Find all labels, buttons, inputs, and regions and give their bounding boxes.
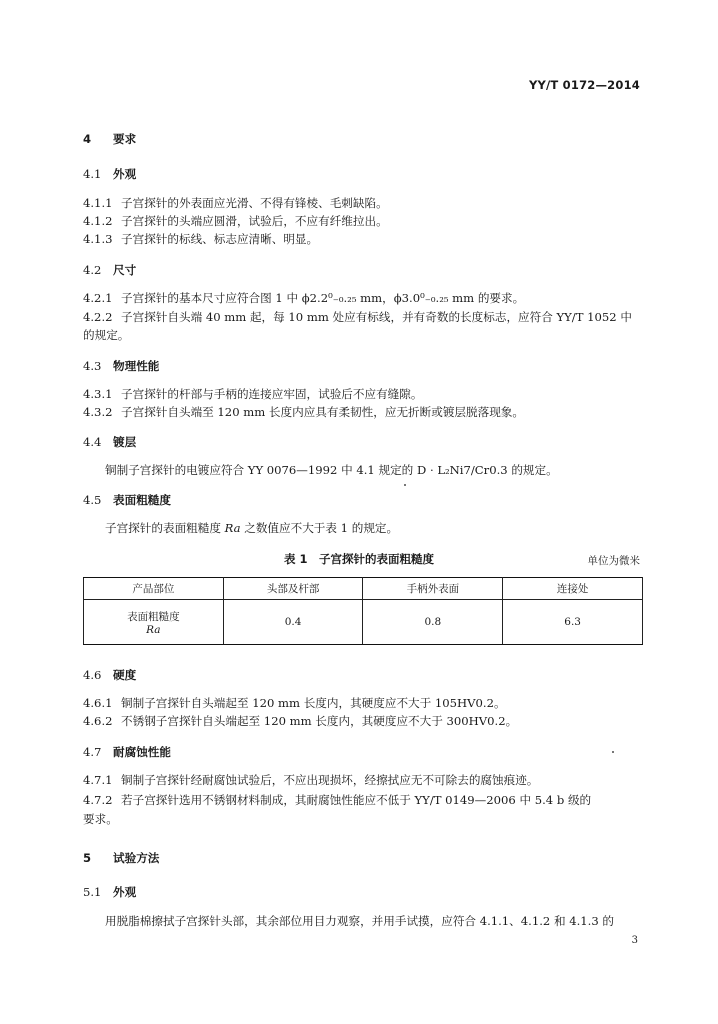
scan-speck (612, 751, 614, 753)
table-header-cell: 手柄外表面 (363, 578, 503, 600)
section-4-heading: 4 要求 (83, 132, 137, 146)
clause-4-3-1: 4.3.1 子宫探针的杆部与手柄的连接应牢固，试验后不应有缝隙。 (83, 387, 423, 401)
clause-4-3-2: 4.3.2 子宫探针自头端至 120 mm 长度内应具有柔韧性，应无折断或镀层脱落现象。 (83, 405, 524, 419)
table-header-cell: 连接处 (503, 578, 643, 600)
table-header-row (84, 578, 643, 600)
section-4-6-heading: 4.6 硬度 (83, 668, 137, 682)
roughness-table (83, 577, 643, 645)
table-row-label-cell: 表面粗糙度 Ra (84, 600, 224, 645)
section-4-3-heading: 4.3 物理性能 (83, 359, 160, 373)
clause-4-6-1: 4.6.1 铜制子宫探针自头端起至 120 mm 长度内，其硬度应不大于 105HV0.2。 (83, 696, 506, 710)
section-4-5-heading: 4.5 表面粗糙度 (83, 493, 171, 507)
clause-4-6-2: 4.6.2 不锈钢子宫探针自头端起至 120 mm 长度内，其硬度应不大于 300HV0.2。 (83, 714, 518, 728)
table-cell: 0.4 (223, 600, 363, 645)
scan-speck (404, 484, 406, 486)
clause-4-2-1: 4.2.1 子宫探针的基本尺寸应符合图 1 中 ϕ2.2⁰₋₀.₂₅ mm，ϕ3.0⁰₋₀.₂₅ mm 的要求。 (83, 291, 525, 305)
table-1-caption: 表 1 子宫探针的表面粗糙度 (283, 552, 434, 566)
table-header-cell: 头部及杆部 (223, 578, 363, 600)
clause-4-1-3: 4.1.3 子宫探针的标线、标志应清晰、明显。 (83, 232, 319, 246)
section-5-heading: 5 试验方法 (83, 851, 160, 865)
paragraph-4-4: 铜制子宫探针的电镀应符合 YY 0076—1992 中 4.1 规定的 D · L₂Ni7/Cr0.3 的规定。 (105, 463, 558, 477)
paragraph-4-5: 子宫探针的表面粗糙度 Ra 之数值应不大于表 1 的规定。 (105, 521, 399, 535)
table-row (84, 600, 643, 645)
clause-4-7-1: 4.7.1 铜制子宫探针经耐腐蚀试验后，不应出现损坏，经擦拭应无不可除去的腐蚀痕迹。 (83, 773, 539, 787)
section-5-1-heading: 5.1 外观 (83, 885, 137, 899)
table-cell: 0.8 (363, 600, 503, 645)
page-number: 3 (631, 935, 638, 946)
section-4-2-heading: 4.2 尺寸 (83, 263, 137, 277)
section-4-7-heading: 4.7 耐腐蚀性能 (83, 745, 171, 759)
clause-4-7-2-continued: 要求。 (83, 812, 118, 826)
paragraph-5-1: 用脱脂棉擦拭子宫探针头部，其余部位用目力观察，并用手试摸，应符合 4.1.1、4.1.2 和 4.1.3 的 (105, 914, 615, 928)
table-cell: 6.3 (503, 600, 643, 645)
section-4-1-heading: 4.1 外观 (83, 167, 137, 181)
clause-4-2-2: 4.2.2 子宫探针自头端 40 mm 起，每 10 mm 处应有标线，并有奇数的长度标志，应符合 YY/T 1052 中 (83, 310, 632, 324)
table-header-cell: 产品部位 (84, 578, 224, 600)
clause-4-1-2: 4.1.2 子宫探针的头端应圆滑，试验后，不应有纤维拉出。 (83, 214, 388, 228)
clause-4-7-2: 4.7.2 若子宫探针选用不锈钢材料制成，其耐腐蚀性能应不低于 YY/T 0149—2006 中 5.4 b 级的 (83, 793, 592, 807)
table-1-unit: 单位为微米 (587, 555, 640, 567)
clause-4-1-1: 4.1.1 子宫探针的外表面应光滑、不得有锋棱、毛刺缺陷。 (83, 196, 388, 210)
section-4-4-heading: 4.4 镀层 (83, 435, 137, 449)
standard-code: YY/T 0172—2014 (528, 78, 640, 92)
clause-4-2-2-continued: 的规定。 (83, 328, 130, 342)
